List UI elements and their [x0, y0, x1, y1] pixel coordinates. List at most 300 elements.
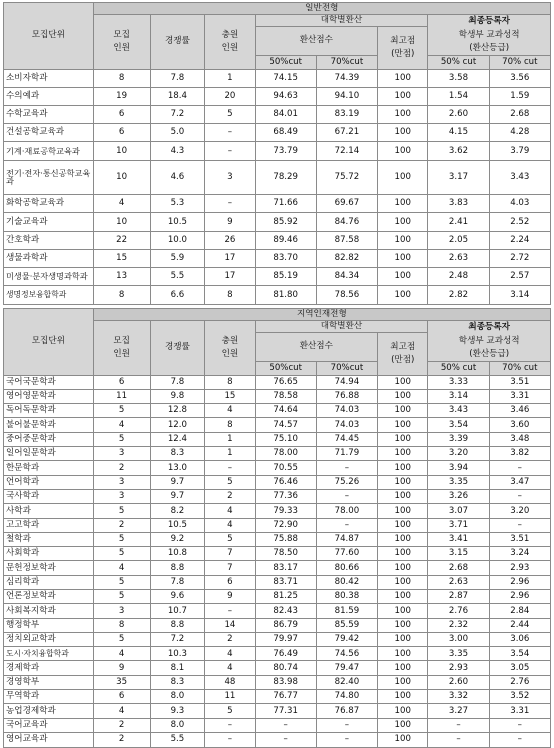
value-cell: 3.54: [428, 418, 489, 432]
unit-name-cell: 일어일문학과: [4, 447, 94, 461]
table-row: [4, 647, 551, 661]
table-row: [4, 690, 551, 704]
header-g50: 50% cut: [428, 361, 489, 375]
value-cell: 3.51: [489, 532, 550, 546]
unit-name-cell: 정치외교학과: [4, 632, 94, 646]
value-cell: 7: [205, 547, 255, 561]
regional-admission-table: [3, 308, 551, 748]
value-cell: 6.6: [150, 286, 205, 304]
value-cell: 3.46: [489, 404, 550, 418]
value-cell: 4.3: [150, 142, 205, 160]
table-row: [4, 518, 551, 532]
value-cell: 75.10: [255, 432, 316, 446]
value-cell: 7.2: [150, 105, 205, 123]
table-row: [4, 504, 551, 518]
value-cell: 72.14: [316, 142, 377, 160]
value-cell: –: [205, 732, 255, 747]
table-row: [4, 249, 551, 267]
value-cell: 85.92: [255, 213, 316, 231]
value-cell: 3.79: [489, 142, 550, 160]
value-cell: 100: [378, 718, 428, 732]
header-final-label: 최종등록자: [468, 322, 510, 332]
value-cell: 74.03: [316, 404, 377, 418]
value-cell: 75.72: [316, 160, 377, 195]
value-cell: 100: [378, 461, 428, 475]
value-cell: 2.68: [489, 105, 550, 123]
value-cell: 71.66: [255, 195, 316, 213]
value-cell: 74.64: [255, 404, 316, 418]
section-title: 지역인재전형: [93, 309, 550, 321]
header-unit: 모집단위: [4, 309, 94, 376]
unit-name-cell: 생명정보융합학과: [4, 286, 94, 304]
value-cell: 2.84: [489, 604, 550, 618]
value-cell: 5: [205, 532, 255, 546]
unit-name-cell: 심리학과: [4, 575, 94, 589]
value-cell: 100: [378, 249, 428, 267]
table-row: [4, 404, 551, 418]
table-row: [4, 618, 551, 632]
value-cell: 17: [205, 267, 255, 285]
table-row: [4, 432, 551, 446]
value-cell: –: [316, 461, 377, 475]
regional-admission-rows: [4, 375, 551, 747]
value-cell: 3.54: [489, 647, 550, 661]
value-cell: 8.2: [150, 504, 205, 518]
unit-name-cell: 국사학과: [4, 489, 94, 503]
value-cell: 83.98: [255, 675, 316, 689]
value-cell: 2: [93, 518, 150, 532]
header-g70: 70% cut: [489, 55, 550, 69]
value-cell: 3.58: [428, 69, 489, 87]
table-row: [4, 661, 551, 675]
value-cell: –: [489, 732, 550, 747]
value-cell: 3.07: [428, 504, 489, 518]
value-cell: 3: [205, 160, 255, 195]
value-cell: 35: [93, 675, 150, 689]
value-cell: 76.65: [255, 375, 316, 389]
value-cell: 83.70: [255, 249, 316, 267]
table-row: [4, 732, 551, 747]
table-row: [4, 632, 551, 646]
value-cell: 3.56: [489, 69, 550, 87]
value-cell: 3.52: [489, 690, 550, 704]
value-cell: 15: [205, 389, 255, 403]
value-cell: 14: [205, 618, 255, 632]
value-cell: 3.82: [489, 447, 550, 461]
value-cell: 80.74: [255, 661, 316, 675]
value-cell: 1: [205, 432, 255, 446]
value-cell: –: [489, 718, 550, 732]
value-cell: –: [428, 732, 489, 747]
value-cell: 26: [205, 231, 255, 249]
value-cell: 2: [93, 461, 150, 475]
value-cell: 5.0: [150, 124, 205, 142]
value-cell: 4: [205, 661, 255, 675]
value-cell: –: [489, 518, 550, 532]
value-cell: 69.67: [316, 195, 377, 213]
value-cell: 5.3: [150, 195, 205, 213]
value-cell: 3.20: [489, 504, 550, 518]
value-cell: 4.28: [489, 124, 550, 142]
value-cell: 10.0: [150, 231, 205, 249]
value-cell: –: [205, 718, 255, 732]
table-row: [4, 704, 551, 718]
value-cell: 17: [205, 249, 255, 267]
value-cell: 2.63: [428, 249, 489, 267]
value-cell: 7.8: [150, 69, 205, 87]
table-row: [4, 142, 551, 160]
value-cell: 9: [205, 589, 255, 603]
value-cell: 2.24: [489, 231, 550, 249]
value-cell: 3.15: [428, 547, 489, 561]
value-cell: 9: [205, 213, 255, 231]
value-cell: 4.15: [428, 124, 489, 142]
value-cell: 11: [205, 690, 255, 704]
value-cell: 6: [93, 105, 150, 123]
value-cell: 100: [378, 404, 428, 418]
value-cell: 3.39: [428, 432, 489, 446]
value-cell: 72.90: [255, 518, 316, 532]
value-cell: 2.72: [489, 249, 550, 267]
value-cell: –: [205, 124, 255, 142]
unit-name-cell: 경영학부: [4, 675, 94, 689]
value-cell: 2.93: [489, 561, 550, 575]
table-row: [4, 575, 551, 589]
header-competition: 경쟁률: [150, 321, 205, 376]
value-cell: 8.3: [150, 675, 205, 689]
value-cell: 2.41: [428, 213, 489, 231]
value-cell: 10.7: [150, 604, 205, 618]
header-score: 환산점수: [255, 333, 378, 362]
value-cell: 4: [93, 561, 150, 575]
header-final-label: 최종등록자: [468, 16, 510, 26]
value-cell: –: [489, 461, 550, 475]
value-cell: 1.54: [428, 87, 489, 105]
header-recruit: 모집 인원: [93, 321, 150, 376]
value-cell: 12.8: [150, 404, 205, 418]
value-cell: 100: [378, 704, 428, 718]
value-cell: 94.63: [255, 87, 316, 105]
value-cell: 2.96: [489, 589, 550, 603]
header-additional: 충원 인원: [205, 321, 255, 376]
value-cell: 6: [93, 690, 150, 704]
value-cell: 8: [205, 286, 255, 304]
table-row: [4, 418, 551, 432]
table-row: [4, 589, 551, 603]
header-cut70: 70%cut: [316, 361, 377, 375]
table-row: [4, 69, 551, 87]
value-cell: 3: [93, 489, 150, 503]
value-cell: 83.19: [316, 105, 377, 123]
value-cell: 100: [378, 418, 428, 432]
value-cell: 70.55: [255, 461, 316, 475]
table-row: [4, 375, 551, 389]
unit-name-cell: 언론정보학과: [4, 589, 94, 603]
value-cell: 10.8: [150, 547, 205, 561]
value-cell: 76.87: [316, 704, 377, 718]
value-cell: 100: [378, 142, 428, 160]
value-cell: 20: [205, 87, 255, 105]
value-cell: 3.51: [489, 375, 550, 389]
table-row: [4, 195, 551, 213]
value-cell: 2.52: [489, 213, 550, 231]
unit-name-cell: 수의예과: [4, 87, 94, 105]
header-grade-label: 학생부 교과성적 (환산등급): [458, 335, 520, 359]
value-cell: 15: [93, 249, 150, 267]
value-cell: 10: [93, 142, 150, 160]
value-cell: 9.2: [150, 532, 205, 546]
value-cell: 3.71: [428, 518, 489, 532]
header-final: [428, 15, 551, 56]
value-cell: 9.8: [150, 389, 205, 403]
value-cell: 74.57: [255, 418, 316, 432]
value-cell: 83.71: [255, 575, 316, 589]
header-g50: 50% cut: [428, 55, 489, 69]
table-row: [4, 124, 551, 142]
value-cell: 4: [205, 518, 255, 532]
header-cut70: 70%cut: [316, 55, 377, 69]
general-admission-rows: [4, 69, 551, 304]
table-row: [4, 231, 551, 249]
value-cell: 100: [378, 267, 428, 285]
value-cell: 2.63: [428, 575, 489, 589]
value-cell: 3.94: [428, 461, 489, 475]
value-cell: 100: [378, 575, 428, 589]
table-row: [4, 547, 551, 561]
value-cell: 75.26: [316, 475, 377, 489]
value-cell: 3.31: [489, 704, 550, 718]
value-cell: 2.57: [489, 267, 550, 285]
value-cell: 2.76: [489, 675, 550, 689]
value-cell: 8.0: [150, 718, 205, 732]
value-cell: 100: [378, 532, 428, 546]
value-cell: 3.26: [428, 489, 489, 503]
table-row: [4, 675, 551, 689]
value-cell: 2: [205, 489, 255, 503]
value-cell: 4: [205, 647, 255, 661]
value-cell: 81.80: [255, 286, 316, 304]
unit-name-cell: 문헌정보학과: [4, 561, 94, 575]
value-cell: 8.3: [150, 447, 205, 461]
table-row: [4, 718, 551, 732]
value-cell: 100: [378, 286, 428, 304]
table-row: [4, 87, 551, 105]
value-cell: 3.35: [428, 475, 489, 489]
value-cell: –: [316, 489, 377, 503]
value-cell: 100: [378, 504, 428, 518]
value-cell: 5: [205, 704, 255, 718]
value-cell: 100: [378, 231, 428, 249]
value-cell: 2.87: [428, 589, 489, 603]
value-cell: 4.03: [489, 195, 550, 213]
value-cell: 13.0: [150, 461, 205, 475]
header-cut50: 50%cut: [255, 55, 316, 69]
value-cell: 100: [378, 195, 428, 213]
value-cell: 2.82: [428, 286, 489, 304]
value-cell: 8.8: [150, 561, 205, 575]
value-cell: 1: [205, 447, 255, 461]
value-cell: 67.21: [316, 124, 377, 142]
header-unit: 모집단위: [4, 3, 94, 70]
unit-name-cell: 국어국문학과: [4, 375, 94, 389]
value-cell: 3.06: [489, 632, 550, 646]
value-cell: 4: [93, 195, 150, 213]
value-cell: 85.19: [255, 267, 316, 285]
value-cell: 78.00: [255, 447, 316, 461]
header-final: [428, 321, 551, 362]
value-cell: 100: [378, 661, 428, 675]
value-cell: 100: [378, 518, 428, 532]
value-cell: 74.15: [255, 69, 316, 87]
value-cell: 3.41: [428, 532, 489, 546]
value-cell: 75.88: [255, 532, 316, 546]
table-row: [4, 213, 551, 231]
value-cell: 100: [378, 105, 428, 123]
value-cell: 83.17: [255, 561, 316, 575]
value-cell: 77.60: [316, 547, 377, 561]
value-cell: 10.5: [150, 213, 205, 231]
value-cell: 2: [205, 632, 255, 646]
value-cell: –: [316, 718, 377, 732]
value-cell: 12.4: [150, 432, 205, 446]
unit-name-cell: 생물과학과: [4, 249, 94, 267]
table-row: [4, 389, 551, 403]
table-row: [4, 489, 551, 503]
unit-name-cell: 미생물·분자생명과학과: [4, 267, 94, 285]
value-cell: 74.87: [316, 532, 377, 546]
value-cell: 8.1: [150, 661, 205, 675]
value-cell: 100: [378, 547, 428, 561]
value-cell: 6: [205, 575, 255, 589]
unit-name-cell: 수학교육과: [4, 105, 94, 123]
value-cell: 3.83: [428, 195, 489, 213]
value-cell: 4: [205, 504, 255, 518]
value-cell: –: [205, 142, 255, 160]
value-cell: 5: [93, 404, 150, 418]
value-cell: 5: [93, 575, 150, 589]
value-cell: 100: [378, 589, 428, 603]
value-cell: 2: [93, 732, 150, 747]
value-cell: 100: [378, 675, 428, 689]
value-cell: 7.2: [150, 632, 205, 646]
general-admission-table: [3, 2, 551, 305]
value-cell: 3: [93, 475, 150, 489]
value-cell: 7.8: [150, 375, 205, 389]
value-cell: –: [205, 461, 255, 475]
value-cell: 3.47: [489, 475, 550, 489]
value-cell: 94.10: [316, 87, 377, 105]
table-row: [4, 561, 551, 575]
value-cell: 100: [378, 447, 428, 461]
table-row: [4, 604, 551, 618]
value-cell: 3.24: [489, 547, 550, 561]
header-max: 최고점 (만점): [378, 27, 428, 70]
header-conversion: 대학별환산: [255, 321, 428, 333]
value-cell: 78.00: [316, 504, 377, 518]
value-cell: 9.7: [150, 489, 205, 503]
header-max: 최고점 (만점): [378, 333, 428, 376]
value-cell: 68.49: [255, 124, 316, 142]
unit-name-cell: 행정학부: [4, 618, 94, 632]
value-cell: 80.42: [316, 575, 377, 589]
value-cell: 5: [93, 504, 150, 518]
value-cell: 5.5: [150, 732, 205, 747]
unit-name-cell: 철학과: [4, 532, 94, 546]
value-cell: 10: [93, 160, 150, 195]
header-cut50: 50%cut: [255, 361, 316, 375]
value-cell: 100: [378, 647, 428, 661]
value-cell: 2.32: [428, 618, 489, 632]
value-cell: 77.36: [255, 489, 316, 503]
unit-name-cell: 건설공학교육과: [4, 124, 94, 142]
unit-name-cell: 전기·전자·통신공학교육과: [4, 160, 94, 195]
value-cell: 3.31: [489, 389, 550, 403]
value-cell: 3.14: [489, 286, 550, 304]
value-cell: 5: [93, 589, 150, 603]
unit-name-cell: 불어불문학과: [4, 418, 94, 432]
value-cell: 8: [93, 286, 150, 304]
value-cell: 8: [93, 618, 150, 632]
value-cell: 9.3: [150, 704, 205, 718]
header-grade-label: 학생부 교과성적 (환산등급): [458, 29, 520, 53]
unit-name-cell: 영어교육과: [4, 732, 94, 747]
value-cell: 79.42: [316, 632, 377, 646]
unit-name-cell: 소비자학과: [4, 69, 94, 87]
value-cell: 6: [93, 124, 150, 142]
table-row: [4, 160, 551, 195]
value-cell: 9.7: [150, 475, 205, 489]
value-cell: 3.05: [489, 661, 550, 675]
header-recruit: 모집 인원: [93, 15, 150, 70]
value-cell: 80.38: [316, 589, 377, 603]
value-cell: 74.56: [316, 647, 377, 661]
value-cell: 82.40: [316, 675, 377, 689]
value-cell: 1.59: [489, 87, 550, 105]
value-cell: 11: [93, 389, 150, 403]
value-cell: 3.60: [489, 418, 550, 432]
value-cell: 5.9: [150, 249, 205, 267]
value-cell: 10: [93, 213, 150, 231]
value-cell: 84.34: [316, 267, 377, 285]
value-cell: 48: [205, 675, 255, 689]
value-cell: 3.43: [428, 404, 489, 418]
unit-name-cell: 도시·자치융합학과: [4, 647, 94, 661]
value-cell: 100: [378, 475, 428, 489]
value-cell: 100: [378, 432, 428, 446]
value-cell: 100: [378, 124, 428, 142]
value-cell: 76.77: [255, 690, 316, 704]
value-cell: 74.80: [316, 690, 377, 704]
unit-name-cell: 기술교육과: [4, 213, 94, 231]
unit-name-cell: 국어교육과: [4, 718, 94, 732]
value-cell: 100: [378, 618, 428, 632]
value-cell: 3.14: [428, 389, 489, 403]
value-cell: 100: [378, 561, 428, 575]
value-cell: 4: [93, 704, 150, 718]
table-row: [4, 461, 551, 475]
unit-name-cell: 영어영문학과: [4, 389, 94, 403]
value-cell: 76.88: [316, 389, 377, 403]
value-cell: 3: [93, 447, 150, 461]
value-cell: 4.6: [150, 160, 205, 195]
table-row: [4, 286, 551, 304]
value-cell: 74.03: [316, 418, 377, 432]
value-cell: 5: [93, 532, 150, 546]
value-cell: 5: [93, 632, 150, 646]
value-cell: 2.93: [428, 661, 489, 675]
value-cell: 8: [205, 418, 255, 432]
value-cell: 73.79: [255, 142, 316, 160]
